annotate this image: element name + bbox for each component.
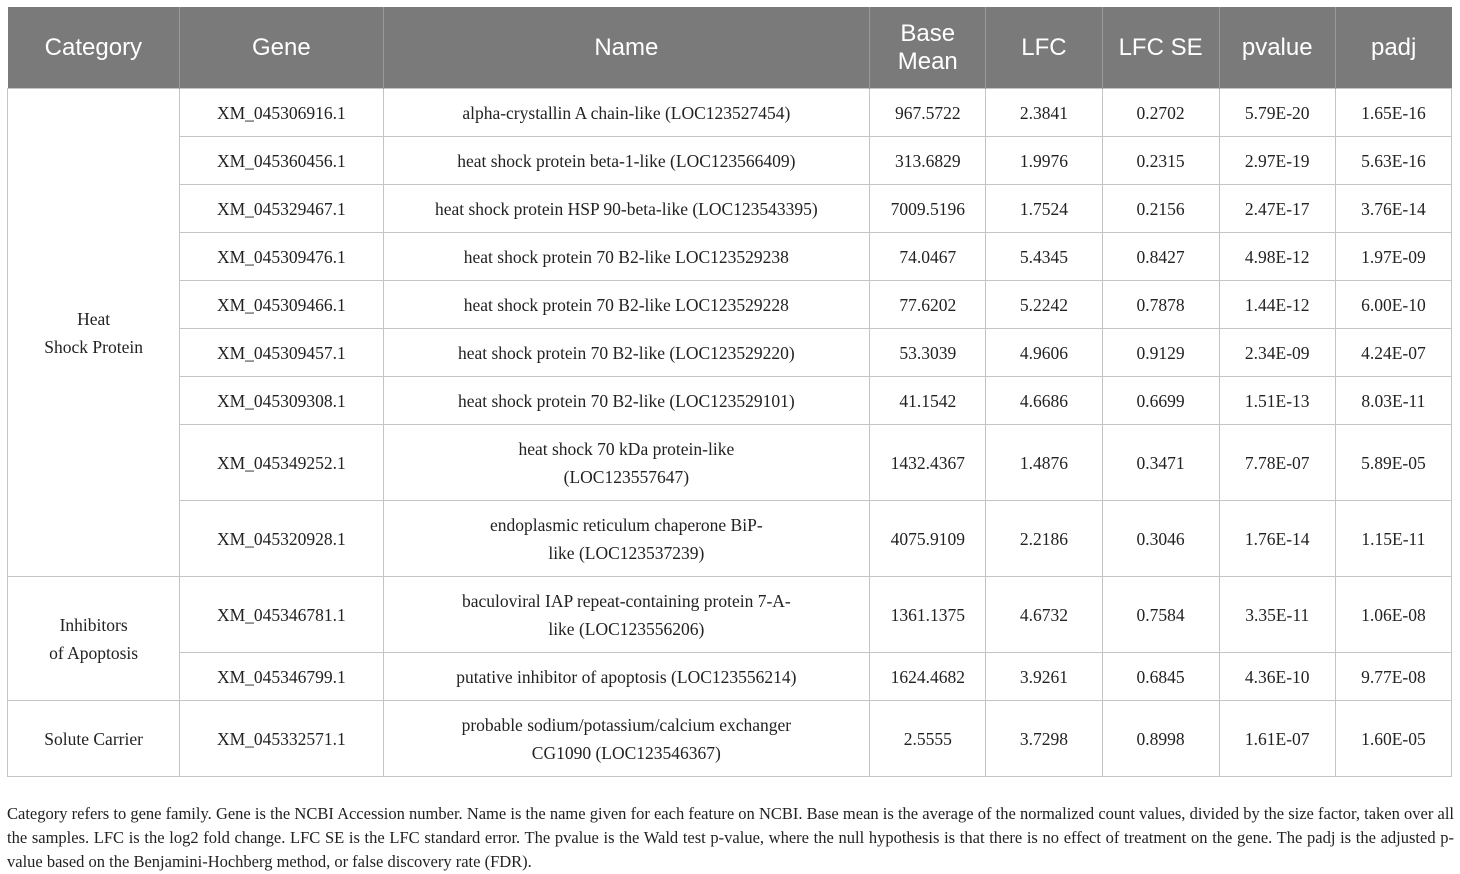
cell-padj: 1.65E-16 xyxy=(1335,89,1451,137)
cell-gene: XM_045309466.1 xyxy=(180,281,383,329)
cell-padj: 1.60E-05 xyxy=(1335,701,1451,777)
cell-padj: 5.63E-16 xyxy=(1335,137,1451,185)
table-row xyxy=(8,377,1452,425)
cell-padj: 6.00E-10 xyxy=(1335,281,1451,329)
cell-lfc: 3.9261 xyxy=(986,653,1102,701)
cell-lfc: 1.9976 xyxy=(986,137,1102,185)
header-pvalue: pvalue xyxy=(1219,7,1335,89)
cell-gene: XM_045320928.1 xyxy=(180,501,383,577)
cell-gene: XM_045329467.1 xyxy=(180,185,383,233)
table-row xyxy=(8,89,1452,137)
cell-name xyxy=(383,425,870,501)
cell-lfc: 4.9606 xyxy=(986,329,1102,377)
cell-name: alpha-crystallin A chain-like (LOC123527454) xyxy=(383,89,870,137)
table-row xyxy=(8,329,1452,377)
cell-lfc-se: 0.8998 xyxy=(1102,701,1219,777)
cell-lfc-se: 0.2315 xyxy=(1102,137,1219,185)
cell-base-mean: 967.5722 xyxy=(870,89,986,137)
cell-pvalue: 4.36E-10 xyxy=(1219,653,1335,701)
table-container xyxy=(7,7,1452,777)
cell-padj: 1.06E-08 xyxy=(1335,577,1451,653)
cell-name-line1: heat shock 70 kDa protein-like xyxy=(518,438,735,459)
cell-gene: XM_045332571.1 xyxy=(180,701,383,777)
cell-base-mean: 4075.9109 xyxy=(870,501,986,577)
cell-lfc-se: 0.2156 xyxy=(1102,185,1219,233)
category-label-line2: of Apoptosis xyxy=(49,642,139,663)
cell-name: heat shock protein 70 B2-like LOC123529228 xyxy=(383,281,870,329)
cell-name-line2: like (LOC123537239) xyxy=(548,542,705,563)
cell-gene: XM_045309308.1 xyxy=(180,377,383,425)
cell-pvalue: 3.35E-11 xyxy=(1219,577,1335,653)
table-row xyxy=(8,577,1452,653)
header-name: Name xyxy=(383,7,870,89)
category-heat-shock-protein xyxy=(8,89,180,577)
cell-padj: 4.24E-07 xyxy=(1335,329,1451,377)
category-label-line1: Inhibitors xyxy=(59,614,128,635)
cell-name: heat shock protein 70 B2-like (LOC123529101) xyxy=(383,377,870,425)
cell-base-mean: 53.3039 xyxy=(870,329,986,377)
cell-padj: 5.89E-05 xyxy=(1335,425,1451,501)
cell-name-line1: baculoviral IAP repeat-containing protein 7-A- xyxy=(461,590,791,611)
cell-gene: XM_045346781.1 xyxy=(180,577,383,653)
cell-pvalue: 2.47E-17 xyxy=(1219,185,1335,233)
cell-name-line2: (LOC123557647) xyxy=(563,466,690,487)
cell-gene: XM_045346799.1 xyxy=(180,653,383,701)
cell-base-mean: 1432.4367 xyxy=(870,425,986,501)
cell-lfc: 4.6732 xyxy=(986,577,1102,653)
cell-gene: XM_045309476.1 xyxy=(180,233,383,281)
table-row xyxy=(8,281,1452,329)
cell-base-mean: 41.1542 xyxy=(870,377,986,425)
table-row xyxy=(8,653,1452,701)
cell-pvalue: 5.79E-20 xyxy=(1219,89,1335,137)
cell-lfc: 3.7298 xyxy=(986,701,1102,777)
cell-lfc-se: 0.7878 xyxy=(1102,281,1219,329)
cell-base-mean: 77.6202 xyxy=(870,281,986,329)
cell-name-line1: endoplasmic reticulum chaperone BiP- xyxy=(490,514,763,535)
category-label-line2: Shock Protein xyxy=(44,336,143,357)
cell-lfc: 2.2186 xyxy=(986,501,1102,577)
header-lfc-se: LFC SE xyxy=(1102,7,1219,89)
cell-lfc-se: 0.8427 xyxy=(1102,233,1219,281)
cell-base-mean: 74.0467 xyxy=(870,233,986,281)
cell-gene: XM_045309457.1 xyxy=(180,329,383,377)
header-category: Category xyxy=(8,7,180,89)
cell-pvalue: 1.61E-07 xyxy=(1219,701,1335,777)
table-row xyxy=(8,185,1452,233)
header-base-mean-line1: Base xyxy=(900,19,956,47)
cell-lfc: 5.4345 xyxy=(986,233,1102,281)
cell-name-line2: CG1090 (LOC123546367) xyxy=(531,742,721,763)
cell-lfc-se: 0.3046 xyxy=(1102,501,1219,577)
cell-padj: 8.03E-11 xyxy=(1335,377,1451,425)
cell-lfc-se: 0.3471 xyxy=(1102,425,1219,501)
cell-lfc: 1.7524 xyxy=(986,185,1102,233)
cell-name xyxy=(383,701,870,777)
cell-pvalue: 1.76E-14 xyxy=(1219,501,1335,577)
cell-padj: 1.97E-09 xyxy=(1335,233,1451,281)
cell-base-mean: 1624.4682 xyxy=(870,653,986,701)
header-row xyxy=(8,7,1452,89)
cell-gene: XM_045306916.1 xyxy=(180,89,383,137)
cell-pvalue: 1.51E-13 xyxy=(1219,377,1335,425)
cell-name: heat shock protein 70 B2-like LOC123529238 xyxy=(383,233,870,281)
cell-padj: 1.15E-11 xyxy=(1335,501,1451,577)
cell-lfc: 2.3841 xyxy=(986,89,1102,137)
cell-name: heat shock protein beta-1-like (LOC123566409) xyxy=(383,137,870,185)
cell-lfc-se: 0.9129 xyxy=(1102,329,1219,377)
cell-name-line2: like (LOC123556206) xyxy=(548,618,705,639)
cell-lfc: 4.6686 xyxy=(986,377,1102,425)
cell-lfc-se: 0.6699 xyxy=(1102,377,1219,425)
table-row xyxy=(8,701,1452,777)
cell-lfc-se: 0.6845 xyxy=(1102,653,1219,701)
cell-base-mean: 2.5555 xyxy=(870,701,986,777)
cell-gene: XM_045349252.1 xyxy=(180,425,383,501)
cell-base-mean: 1361.1375 xyxy=(870,577,986,653)
cell-lfc: 1.4876 xyxy=(986,425,1102,501)
cell-padj: 9.77E-08 xyxy=(1335,653,1451,701)
cell-base-mean: 313.6829 xyxy=(870,137,986,185)
header-padj: padj xyxy=(1335,7,1451,89)
table-row xyxy=(8,137,1452,185)
cell-name xyxy=(383,577,870,653)
cell-padj: 3.76E-14 xyxy=(1335,185,1451,233)
category-inhibitors-of-apoptosis xyxy=(8,577,180,701)
table-row xyxy=(8,233,1452,281)
cell-name-line1: probable sodium/potassium/calcium exchanger xyxy=(461,714,792,735)
cell-name xyxy=(383,501,870,577)
cell-gene: XM_045360456.1 xyxy=(180,137,383,185)
cell-name: heat shock protein HSP 90-beta-like (LOC123543395) xyxy=(383,185,870,233)
cell-pvalue: 2.97E-19 xyxy=(1219,137,1335,185)
header-base-mean xyxy=(870,7,986,89)
table-row xyxy=(8,425,1452,501)
cell-pvalue: 2.34E-09 xyxy=(1219,329,1335,377)
cell-pvalue: 7.78E-07 xyxy=(1219,425,1335,501)
gene-expression-table xyxy=(7,7,1452,777)
header-gene: Gene xyxy=(180,7,383,89)
cell-lfc: 5.2242 xyxy=(986,281,1102,329)
cell-lfc-se: 0.2702 xyxy=(1102,89,1219,137)
cell-base-mean: 7009.5196 xyxy=(870,185,986,233)
cell-name: heat shock protein 70 B2-like (LOC123529220) xyxy=(383,329,870,377)
table-footnote: Category refers to gene family. Gene is the NCBI Accession number. Name is the name given for each feature on NCBI. Base mean is the average of the normalized count values, divided by the size factor, taken over all the samples. LFC is the log2 fold change. LFC SE is the LFC standard error. The pvalue is the Wald test p-value, where the null hypothesis is that there is no effect of treatment on the gene. The padj is the adjusted p-value based on the Benjamini-Hochberg method, or false discovery rate (FDR). xyxy=(7,803,1454,871)
category-solute-carrier: Solute Carrier xyxy=(8,701,180,777)
cell-name: putative inhibitor of apoptosis (LOC123556214) xyxy=(383,653,870,701)
cell-pvalue: 1.44E-12 xyxy=(1219,281,1335,329)
cell-pvalue: 4.98E-12 xyxy=(1219,233,1335,281)
table-row xyxy=(8,501,1452,577)
cell-lfc-se: 0.7584 xyxy=(1102,577,1219,653)
header-base-mean-line2: Mean xyxy=(897,47,958,75)
header-lfc: LFC xyxy=(986,7,1102,89)
category-label-line1: Heat xyxy=(77,308,111,329)
